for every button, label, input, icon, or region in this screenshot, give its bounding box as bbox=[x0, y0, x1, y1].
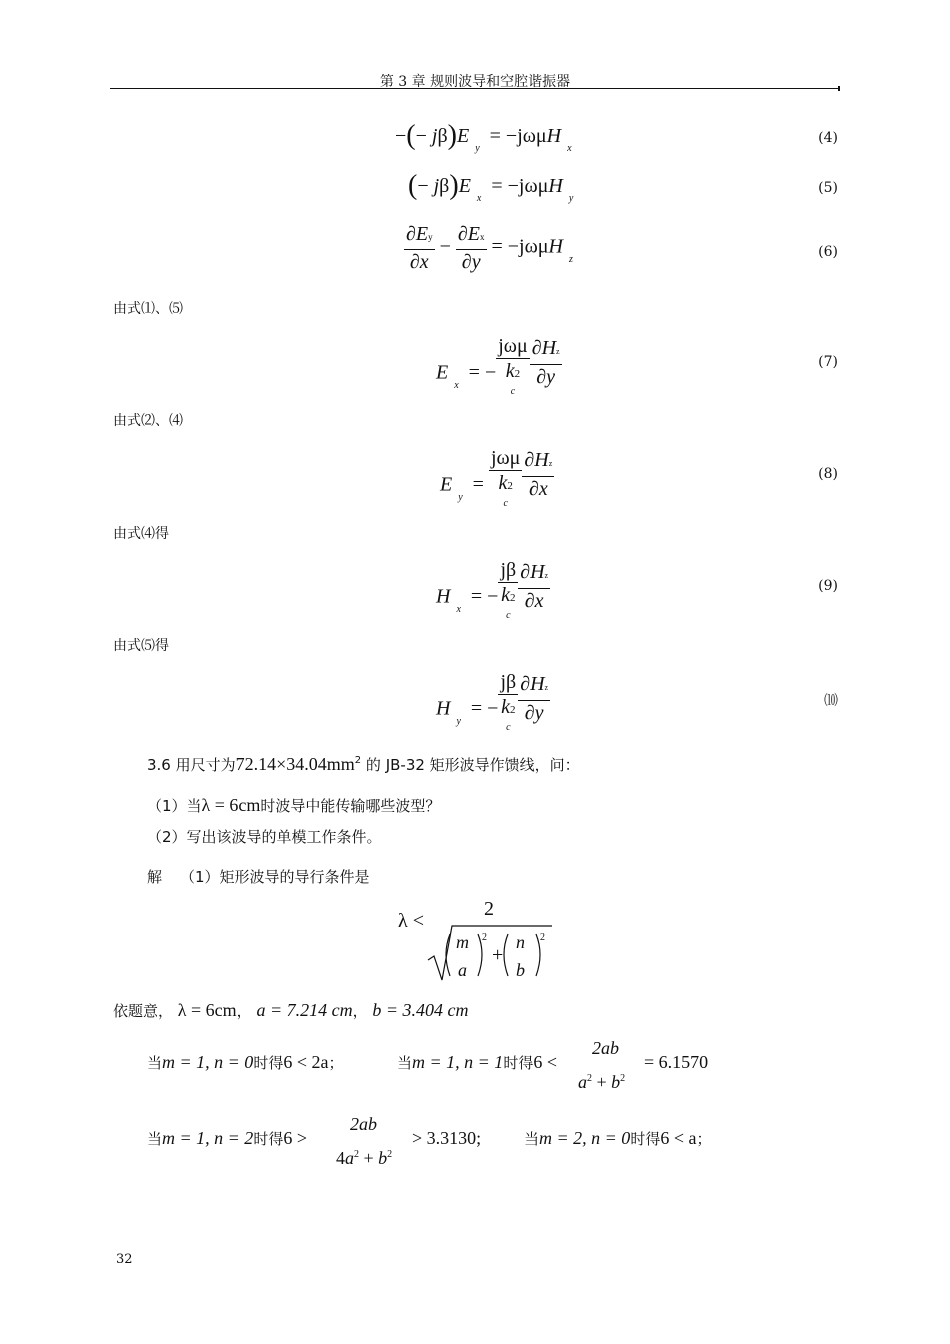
case4-result: 6 < a bbox=[660, 1128, 697, 1148]
q1-prefix: （1）当 bbox=[147, 797, 202, 815]
equation-9: $H_x$ = − jβ k2 $^c$ $\frac{\partial Hz}{\partial x}$ bbox=[436, 559, 549, 621]
case2-rhs: = 6.1570 bbox=[644, 1052, 709, 1072]
text-from-1-5: 由式⑴、⑸ bbox=[113, 301, 183, 317]
case-m1-n0 bbox=[147, 1052, 343, 1073]
case1-result: 6 < 2a bbox=[283, 1052, 329, 1072]
q1-suffix: 时波导中能传输哪些波型？ bbox=[260, 797, 441, 815]
case1-mid: 时得 bbox=[253, 1054, 284, 1072]
case2-prefix: 当 bbox=[397, 1054, 413, 1072]
equation-7-number: (7) bbox=[818, 354, 838, 370]
case-m1-n1 bbox=[397, 1052, 557, 1073]
problem-prefix: 3.6 用尺寸为 bbox=[147, 756, 236, 774]
case3-rhs: > 3.3130; bbox=[412, 1128, 482, 1148]
equation-6-number: (6) bbox=[818, 244, 838, 260]
text-from-2-4: 由式⑵、⑷ bbox=[113, 413, 183, 429]
q1-math: λ = 6cm bbox=[201, 795, 261, 815]
given-b: b = 3.404 cm bbox=[372, 1000, 469, 1020]
equation-8-number: (8) bbox=[818, 466, 838, 482]
page-number: 32 bbox=[116, 1252, 133, 1267]
problem-suffix: 的 JB-32 矩形波导作馈线，问： bbox=[361, 756, 580, 774]
case2-mid: 时得 bbox=[503, 1054, 534, 1072]
case2-denominator: $a^2 + b^2$ bbox=[578, 1072, 626, 1092]
case2-lhs: 6 < bbox=[533, 1052, 557, 1072]
case-m1-n2 bbox=[147, 1128, 307, 1149]
problem-dims: 72.14×34.04mm bbox=[235, 754, 355, 774]
case3-math: m = 1, n = 2 bbox=[162, 1128, 254, 1148]
equation-4: −(− $j\beta)E_y = -j\omega\mu H_x$ bbox=[395, 120, 572, 154]
equation-7: $E_x$ = − jωμ k2 $^c$ $\frac{\partial Hz}{\partial y}$ bbox=[436, 335, 560, 397]
case4-end: ； bbox=[696, 1130, 712, 1148]
equation-6: $\frac{\partial Ey}{\partial x}$ − $\frac{\partial Ex}{\partial y}$ = −jωμH$_z$ bbox=[406, 223, 573, 273]
question-1 bbox=[147, 795, 440, 816]
case4-mid: 时得 bbox=[630, 1130, 661, 1148]
given-a: a = 7.214 cm bbox=[256, 1000, 353, 1020]
text-from-5: 由式⑸得 bbox=[113, 638, 169, 654]
case4-math: m = 2, n = 0 bbox=[539, 1128, 631, 1148]
problem-3-6 bbox=[147, 754, 580, 775]
case1-math: m = 1, n = 0 bbox=[162, 1052, 254, 1072]
equation-9-number: (9) bbox=[818, 578, 838, 594]
case3-numerator: 2ab bbox=[350, 1114, 377, 1134]
case1-end: ； bbox=[328, 1054, 344, 1072]
equation-5-number: (5) bbox=[818, 180, 838, 196]
given-lambda: λ = 6cm bbox=[177, 1000, 237, 1020]
equation-8: $E_y$ = jωμ k2 $^c$ $\frac{\partial Hz}{\partial x}$ bbox=[440, 447, 553, 509]
given-values: 依题意， λ = 6cm， a = 7.214 cm， b = 3.404 cm bbox=[113, 1000, 469, 1020]
case3-denominator: $4a^2 + b^2$ bbox=[336, 1148, 393, 1168]
case3-mid: 时得 bbox=[253, 1130, 284, 1148]
equation-4-number: (4) bbox=[818, 130, 838, 146]
case3-prefix: 当 bbox=[147, 1130, 163, 1148]
case2-numerator: 2ab bbox=[592, 1038, 619, 1058]
solution-label: 解 bbox=[147, 868, 163, 886]
equation-5: (− $j\beta)E_x = -j\omega\mu H_y$ bbox=[408, 170, 574, 204]
problem-dims-sup: 2 bbox=[354, 755, 362, 766]
guiding-condition-formula: λ < 2 m a 2 + n b 2 bbox=[398, 898, 568, 988]
equation-10-number: ⑽ bbox=[824, 693, 838, 709]
case3-lhs: 6 > bbox=[283, 1128, 307, 1148]
text-from-4: 由式⑷得 bbox=[113, 526, 169, 542]
page-header: 第 3 章 规则波导和空腔谐振器 bbox=[379, 74, 571, 90]
case-m2-n0 bbox=[524, 1128, 711, 1149]
given-prefix: 依题意， bbox=[113, 1002, 174, 1020]
solution-text: （1）矩形波导的导行条件是 bbox=[180, 868, 370, 886]
question-2: （2）写出该波导的单模工作条件。 bbox=[147, 828, 382, 846]
case4-prefix: 当 bbox=[524, 1130, 540, 1148]
header-rule-tick bbox=[838, 86, 840, 91]
equation-10: $H_y$ = − jβ k2 $^c$ $\frac{\partial Hz}{\partial y}$ bbox=[436, 671, 549, 733]
case1-prefix: 当 bbox=[147, 1054, 163, 1072]
case2-math: m = 1, n = 1 bbox=[412, 1052, 504, 1072]
header-rule bbox=[110, 88, 840, 89]
